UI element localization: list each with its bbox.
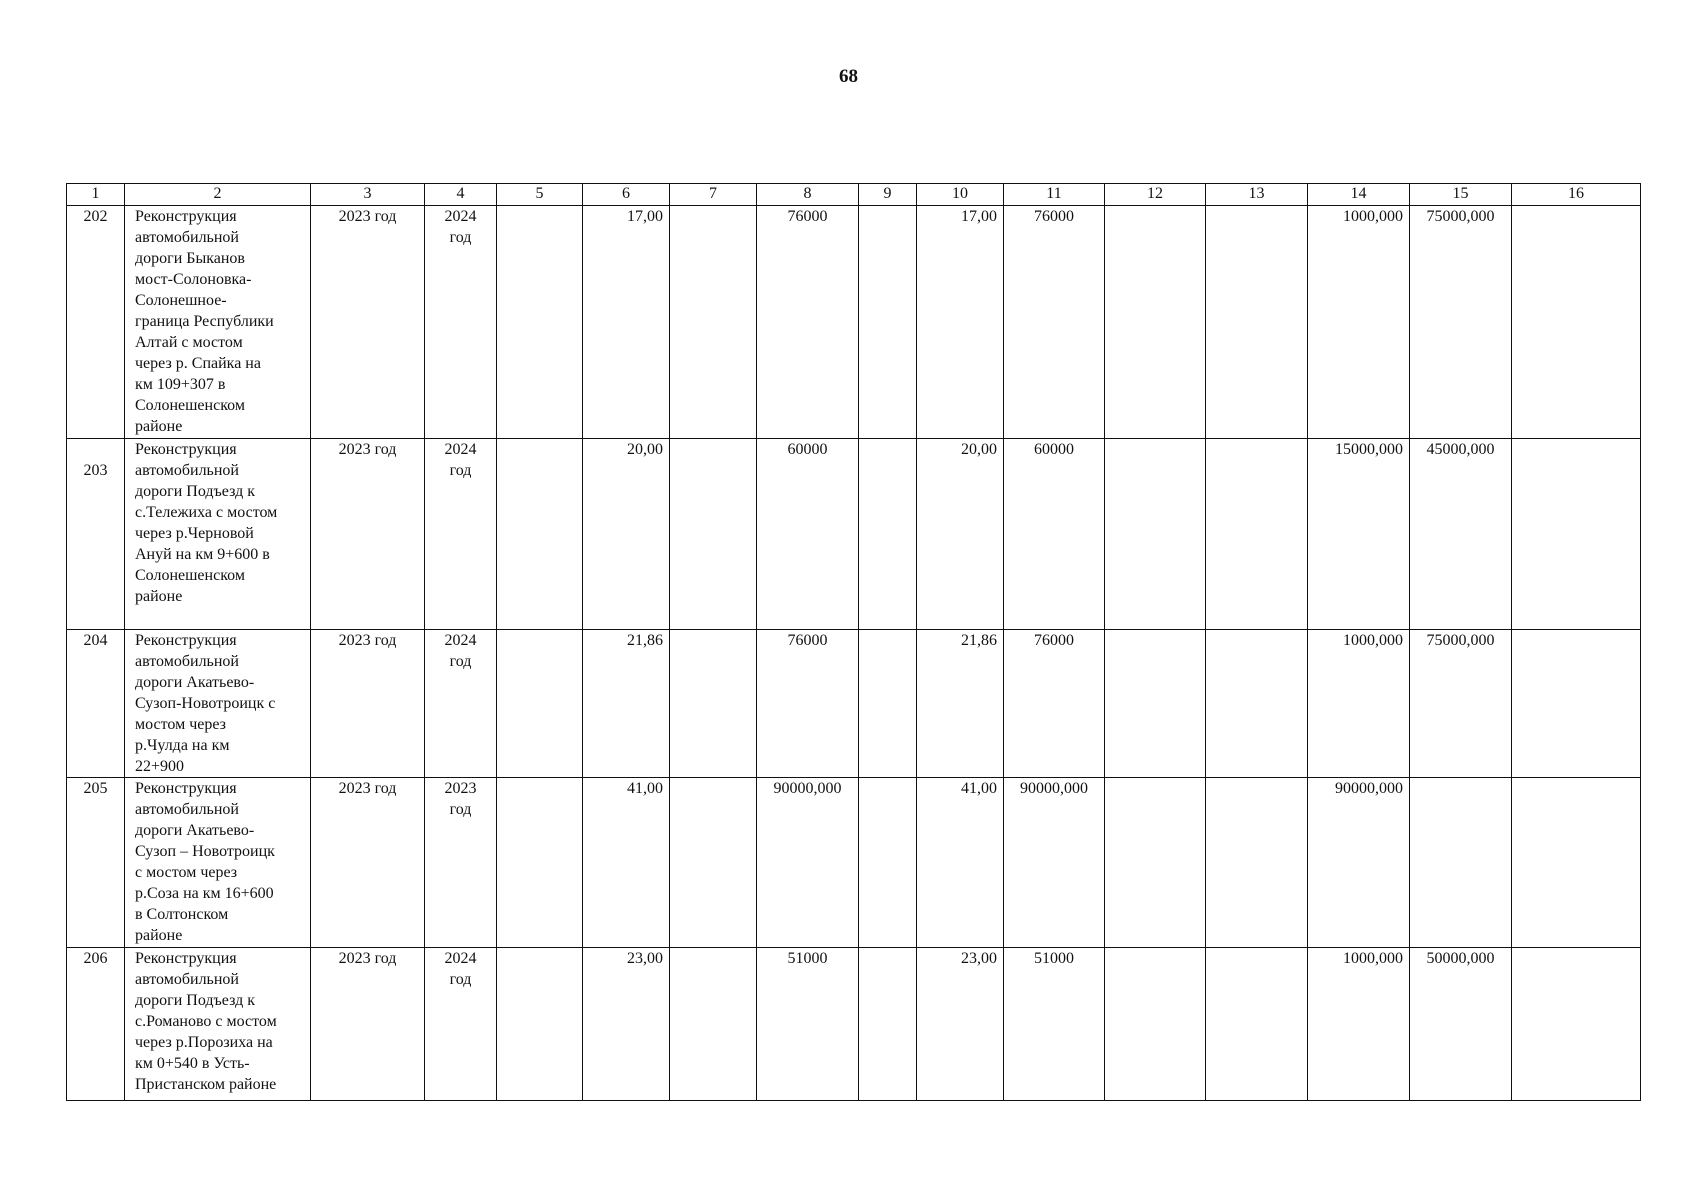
- column-number: 16: [1512, 184, 1641, 206]
- cell-col11: 60000: [1004, 439, 1105, 630]
- start-year: 2023 год: [311, 948, 425, 1101]
- column-number: 13: [1206, 184, 1308, 206]
- cell-col9: [859, 948, 917, 1101]
- cell-col15: 75000,000: [1410, 630, 1512, 778]
- cell-col8: 90000,000: [757, 778, 859, 948]
- cell-col9: [859, 206, 917, 439]
- table-row: [67, 206, 1641, 439]
- column-number: 1: [67, 184, 125, 206]
- cell-col16: [1512, 206, 1641, 439]
- cell-col8: 51000: [757, 948, 859, 1101]
- cell-col9: [859, 630, 917, 778]
- cell-col13: [1206, 206, 1308, 439]
- object-name: Реконструкция автомобильной дороги Подъезд к с.Романово с мостом через р.Порозиха на км 0+540 в Усть- Пристанском районе: [125, 948, 311, 1101]
- end-year: 2024 год: [425, 630, 497, 778]
- cell-col11: 90000,000: [1004, 778, 1105, 948]
- cell-col15: 45000,000: [1410, 439, 1512, 630]
- cell-col14: 15000,000: [1308, 439, 1410, 630]
- cell-col7: [670, 206, 757, 439]
- cell-col16: [1512, 778, 1641, 948]
- object-name: Реконструкция автомобильной дороги Акатьево- Сузоп – Новотроицк с мостом через р.Соза на км 16+600 в Солтонском районе: [125, 778, 311, 948]
- cell-col14: 1000,000: [1308, 206, 1410, 439]
- end-year: 2024 год: [425, 439, 497, 630]
- cell-col8: 60000: [757, 439, 859, 630]
- column-number: 10: [917, 184, 1004, 206]
- table-row: [67, 778, 1641, 948]
- cell-col10: 17,00: [917, 206, 1004, 439]
- column-number: 9: [859, 184, 917, 206]
- column-number: 5: [497, 184, 583, 206]
- cell-col10: 41,00: [917, 778, 1004, 948]
- cell-col7: [670, 439, 757, 630]
- start-year: 2023 год: [311, 439, 425, 630]
- cell-col13: [1206, 439, 1308, 630]
- cell-col5: [497, 778, 583, 948]
- end-year: 2024 год: [425, 948, 497, 1101]
- cell-col7: [670, 948, 757, 1101]
- table-row: [67, 630, 1641, 778]
- cell-col5: [497, 948, 583, 1101]
- cell-col15: [1410, 778, 1512, 948]
- cell-col8: 76000: [757, 630, 859, 778]
- cell-col12: [1105, 778, 1206, 948]
- cell-col12: [1105, 206, 1206, 439]
- row-number: 204: [67, 630, 125, 778]
- cell-col11: 76000: [1004, 206, 1105, 439]
- cell-col7: [670, 630, 757, 778]
- column-number: 3: [311, 184, 425, 206]
- cell-col9: [859, 439, 917, 630]
- cell-col5: [497, 206, 583, 439]
- start-year: 2023 год: [311, 630, 425, 778]
- cell-col12: [1105, 439, 1206, 630]
- row-number: 206: [67, 948, 125, 1101]
- cell-col11: 76000: [1004, 630, 1105, 778]
- cell-col10: 21,86: [917, 630, 1004, 778]
- table-row: [67, 439, 1641, 630]
- column-number: 4: [425, 184, 497, 206]
- column-number: 7: [670, 184, 757, 206]
- cell-col5: [497, 439, 583, 630]
- cell-col9: [859, 778, 917, 948]
- object-name: Реконструкция автомобильной дороги Быканов мост-Солоновка- Солонешное- граница Республики Алтай с мостом через р. Спайка на км 109+307 в Солонешенском районе: [125, 206, 311, 439]
- row-number: 203: [67, 439, 125, 630]
- table-row: [67, 948, 1641, 1101]
- cell-col12: [1105, 948, 1206, 1101]
- cell-col10: 23,00: [917, 948, 1004, 1101]
- cell-col16: [1512, 439, 1641, 630]
- cell-col15: 50000,000: [1410, 948, 1512, 1101]
- cell-col14: 90000,000: [1308, 778, 1410, 948]
- page-number: 68: [839, 66, 858, 87]
- end-year: 2023 год: [425, 778, 497, 948]
- column-number: 8: [757, 184, 859, 206]
- row-number: 202: [67, 206, 125, 439]
- cell-col5: [497, 630, 583, 778]
- column-number: 6: [583, 184, 670, 206]
- cell-col6: 20,00: [583, 439, 670, 630]
- column-number: 11: [1004, 184, 1105, 206]
- object-name: Реконструкция автомобильной дороги Подъезд к с.Тележиха с мостом через р.Черновой Ануй на км 9+600 в Солонешенском районе: [125, 439, 311, 630]
- column-number: 12: [1105, 184, 1206, 206]
- cell-col6: 21,86: [583, 630, 670, 778]
- cell-col6: 41,00: [583, 778, 670, 948]
- column-number: 14: [1308, 184, 1410, 206]
- cell-col16: [1512, 630, 1641, 778]
- start-year: 2023 год: [311, 206, 425, 439]
- cell-col16: [1512, 948, 1641, 1101]
- cell-col12: [1105, 630, 1206, 778]
- cell-col6: 23,00: [583, 948, 670, 1101]
- object-name: Реконструкция автомобильной дороги Акатьево- Сузоп-Новотроицк с мостом через р.Чулда на км 22+900: [125, 630, 311, 778]
- cell-col14: 1000,000: [1308, 630, 1410, 778]
- data-table: [66, 183, 1641, 1101]
- cell-col13: [1206, 630, 1308, 778]
- cell-col13: [1206, 948, 1308, 1101]
- cell-col13: [1206, 778, 1308, 948]
- start-year: 2023 год: [311, 778, 425, 948]
- cell-col6: 17,00: [583, 206, 670, 439]
- column-number: 15: [1410, 184, 1512, 206]
- column-number: 2: [125, 184, 311, 206]
- cell-col11: 51000: [1004, 948, 1105, 1101]
- cell-col8: 76000: [757, 206, 859, 439]
- row-number: 205: [67, 778, 125, 948]
- cell-col15: 75000,000: [1410, 206, 1512, 439]
- cell-col10: 20,00: [917, 439, 1004, 630]
- cell-col14: 1000,000: [1308, 948, 1410, 1101]
- cell-col7: [670, 778, 757, 948]
- column-number-row: [67, 184, 1641, 206]
- end-year: 2024 год: [425, 206, 497, 439]
